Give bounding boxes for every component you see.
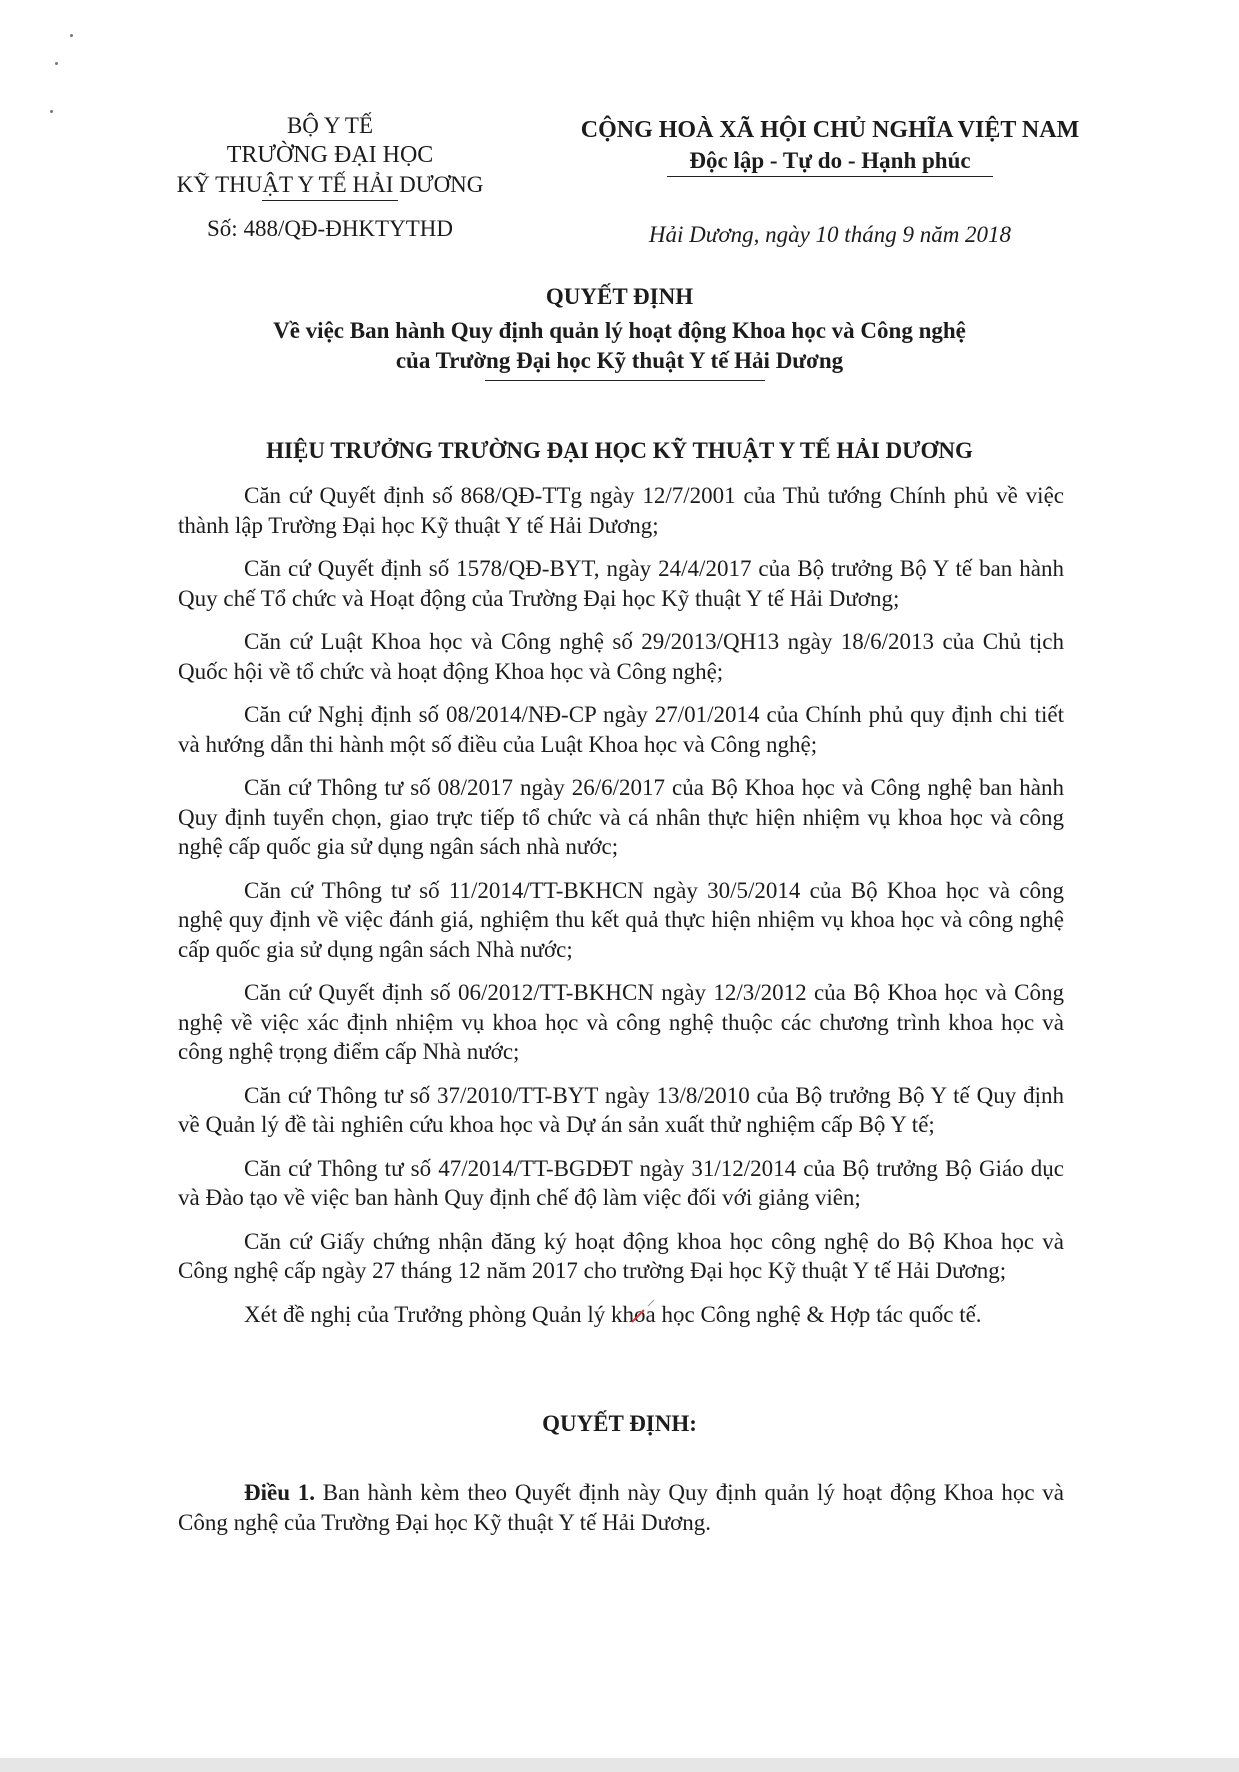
scan-speck	[55, 62, 58, 65]
decision-heading: QUYẾT ĐỊNH:	[542, 1411, 697, 1436]
scan-speck	[70, 34, 73, 37]
national-motto: Độc lập - Tự do - Hạnh phúc	[689, 148, 971, 173]
country-name: CỘNG HOÀ XÃ HỘI CHỦ NGHĨA VIỆT NAM	[580, 117, 1080, 143]
legal-basis: Căn cứ Quyết định số 06/2012/TT-BKHCN ngày 12/3/2012 của Bộ Khoa học và Công nghệ về việc xác định nhiệm vụ khoa học và công nghệ thuộc các chương trình khoa học và công nghệ trọng điểm cấp Nhà nước;	[178, 980, 1064, 1064]
legal-bases	[178, 481, 1064, 1329]
issuing-authority: HIỆU TRƯỞNG TRƯỜNG ĐẠI HỌC KỸ THUẬT Y TẾ HẢI DƯƠNG	[266, 438, 973, 463]
legal-basis: Căn cứ Thông tư số 47/2014/TT-BGDĐT ngày 31/12/2014 của Bộ trưởng Bộ Giáo dục và Đào tạo về việc ban hành Quy định chế độ làm việc đối với giảng viên;	[178, 1155, 1064, 1210]
legal-basis: Căn cứ Thông tư số 37/2010/TT-BYT ngày 13/8/2010 của Bộ trưởng Bộ Y tế Quy định về Quản lý đề tài nghiên cứu khoa học và Dự án sản xuất thử nghiệm cấp Bộ Y tế;	[178, 1082, 1064, 1137]
legal-basis: Căn cứ Thông tư số 08/2017 ngày 26/6/2017 của Bộ Khoa học và Công nghệ ban hành Quy định tuyển chọn, giao trực tiếp tổ chức và cá nhân thực hiện nhiệm vụ khoa học và công nghệ cấp quốc gia sử dụng ngân sách nhà nước;	[178, 775, 1064, 859]
article-1-paragraph	[178, 1478, 1064, 1537]
article-1	[178, 1478, 1064, 1537]
legal-basis: Căn cứ Quyết định số 868/QĐ-TTg ngày 12/7/2001 của Thủ tướng Chính phủ về việc thành lập Trường Đại học Kỹ thuật Y tế Hải Dương;	[178, 483, 1064, 538]
document-subject-line2: của Trường Đại học Kỹ thuật Y tế Hải Dương	[395, 348, 844, 373]
header-left-underline	[262, 200, 398, 201]
place-and-date: Hải Dương, ngày 10 tháng 9 năm 2018	[648, 222, 1012, 247]
article-1-label: Điều 1.	[244, 1480, 316, 1505]
document-subject-line1: Về việc Ban hành Quy định quản lý hoạt động Khoa học và Công nghệ	[273, 318, 966, 343]
legal-basis: Căn cứ Thông tư số 11/2014/TT-BKHCN ngày 30/5/2014 của Bộ Khoa học và công nghệ quy định về việc đánh giá, nghiệm thu kết quả thực hiện nhiệm vụ khoa học và công nghệ cấp quốc gia sử dụng ngân sách Nhà nước;	[178, 877, 1064, 962]
document-number: Số: 488/QĐ-ĐHKTYTHD	[207, 216, 453, 241]
pen-mark	[628, 1296, 658, 1326]
ministry-name: BỘ Y TẾ	[286, 113, 374, 138]
school-name-line1: TRƯỜNG ĐẠI HỌC	[226, 142, 434, 168]
legal-basis: Căn cứ Quyết định số 1578/QĐ-BYT, ngày 24/4/2017 của Bộ trưởng Bộ Y tế ban hành Quy chế Tổ chức và Hoạt động của Trường Đại học Kỹ thuật Y tế Hải Dương;	[178, 556, 1064, 611]
school-name-line2: KỸ THUẬT Y TẾ HẢI DƯƠNG	[176, 172, 484, 197]
legal-basis: Căn cứ Nghị định số 08/2014/NĐ-CP ngày 27/01/2014 của Chính phủ quy định chi tiết và hướng dẫn thi hành một số điều của Luật Khoa học và Công nghệ;	[178, 702, 1064, 757]
document-title: QUYẾT ĐỊNH	[545, 284, 694, 309]
legal-basis: Căn cứ Luật Khoa học và Công nghệ số 29/2013/QH13 ngày 18/6/2013 của Chủ tịch Quốc hội về tổ chức và hoạt động Khoa học và Công nghệ;	[178, 629, 1064, 684]
scan-edge	[0, 1758, 1239, 1772]
legal-basis: Căn cứ Giấy chứng nhận đăng ký hoạt động khoa học công nghệ do Bộ Khoa học và Công nghệ cấp ngày 27 tháng 12 năm 2017 cho trường Đại học Kỹ thuật Y tế Hải Dương;	[178, 1228, 1064, 1283]
proposal-basis: Xét đề nghị của Trưởng phòng Quản lý khoa học Công nghệ & Hợp tác quốc tế.	[244, 1301, 982, 1327]
scan-speck	[50, 110, 53, 113]
motto-underline	[667, 176, 993, 177]
subject-underline	[485, 380, 765, 381]
article-1-text: Ban hành kèm theo Quyết định này Quy định quản lý hoạt động Khoa học và Công nghệ của Trường Đại học Kỹ thuật Y tế Hải Dương.	[178, 1480, 1065, 1535]
